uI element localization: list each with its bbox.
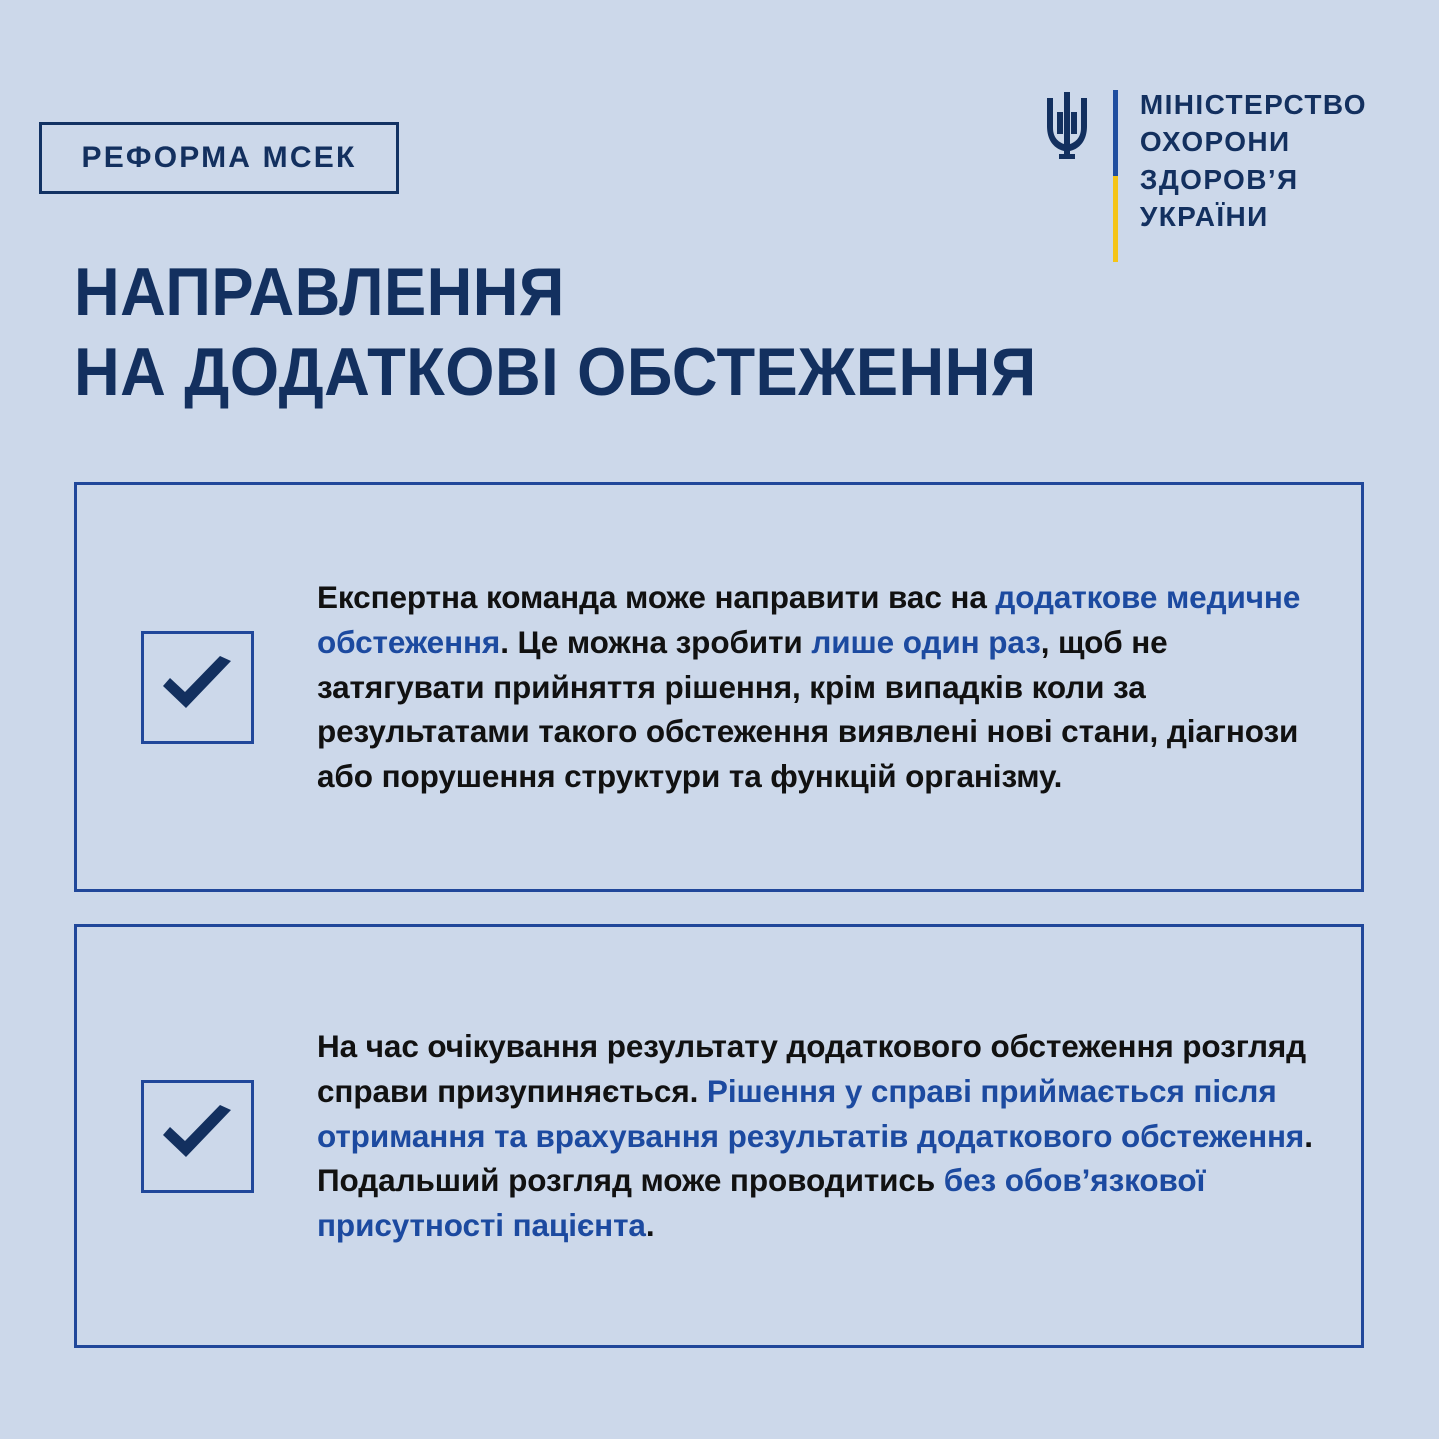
info-card [74,924,1364,1348]
text-span: . Подальший розгляд може проводитись [317,1117,1313,1199]
reform-tag-label: РЕФОРМА МСЕК [81,141,357,174]
ukraine-trident-emblem [1043,88,1091,166]
ministry-logo-text [1140,88,1367,232]
text-span: , щоб не затягувати прийняття рішення, крім випадків коли за результатами такого обстеження виявлені нові стани, діагнози або порушення структури та функцій організму. [317,623,1299,795]
text-span: додаткове медичне обстеження [317,579,1301,660]
text-span: . Це можна зробити [500,623,812,660]
logo-line-2: ОХОРОНИ [1139,126,1291,158]
check-icon-wrap [77,631,317,744]
logo-divider-yellow [1113,176,1118,262]
check-icon-box [141,631,254,744]
page-title-line-1: НАПРАВЛЕННЯ [74,254,565,330]
text-span: Рішення у справі приймається після отримання та врахування результатів додаткового обстеження [317,1072,1305,1154]
check-mark-icon [158,1105,236,1167]
logo-divider [1113,90,1118,262]
reform-tag [39,122,399,194]
page-title-line-2: НА ДОДАТКОВІ ОБСТЕЖЕННЯ [74,334,1037,411]
text-span: Експертна команда може направити вас на [317,579,996,616]
text-span: . [645,1207,655,1244]
check-icon-box [141,1080,254,1193]
logo-line-1: МІНІСТЕРСТВО [1139,89,1367,120]
check-mark-icon [158,656,236,718]
logo-line-4: УКРАЇНИ [1139,201,1269,233]
info-card [74,482,1364,892]
text-span: без обов’язкової присутності пацієнта [317,1162,1206,1244]
text-span: На час очікування результату додаткового обстеження розгляд справи призупиняється. [317,1028,1307,1109]
logo-line-3: ЗДОРОВ’Я [1139,163,1299,195]
ministry-logo [1043,88,1367,262]
text-span: лише один раз [811,623,1041,660]
check-icon-wrap [77,1080,317,1193]
logo-divider-blue [1113,90,1118,176]
page-title [74,252,1274,412]
info-card-text [317,1024,1361,1248]
info-card-text [317,575,1361,799]
